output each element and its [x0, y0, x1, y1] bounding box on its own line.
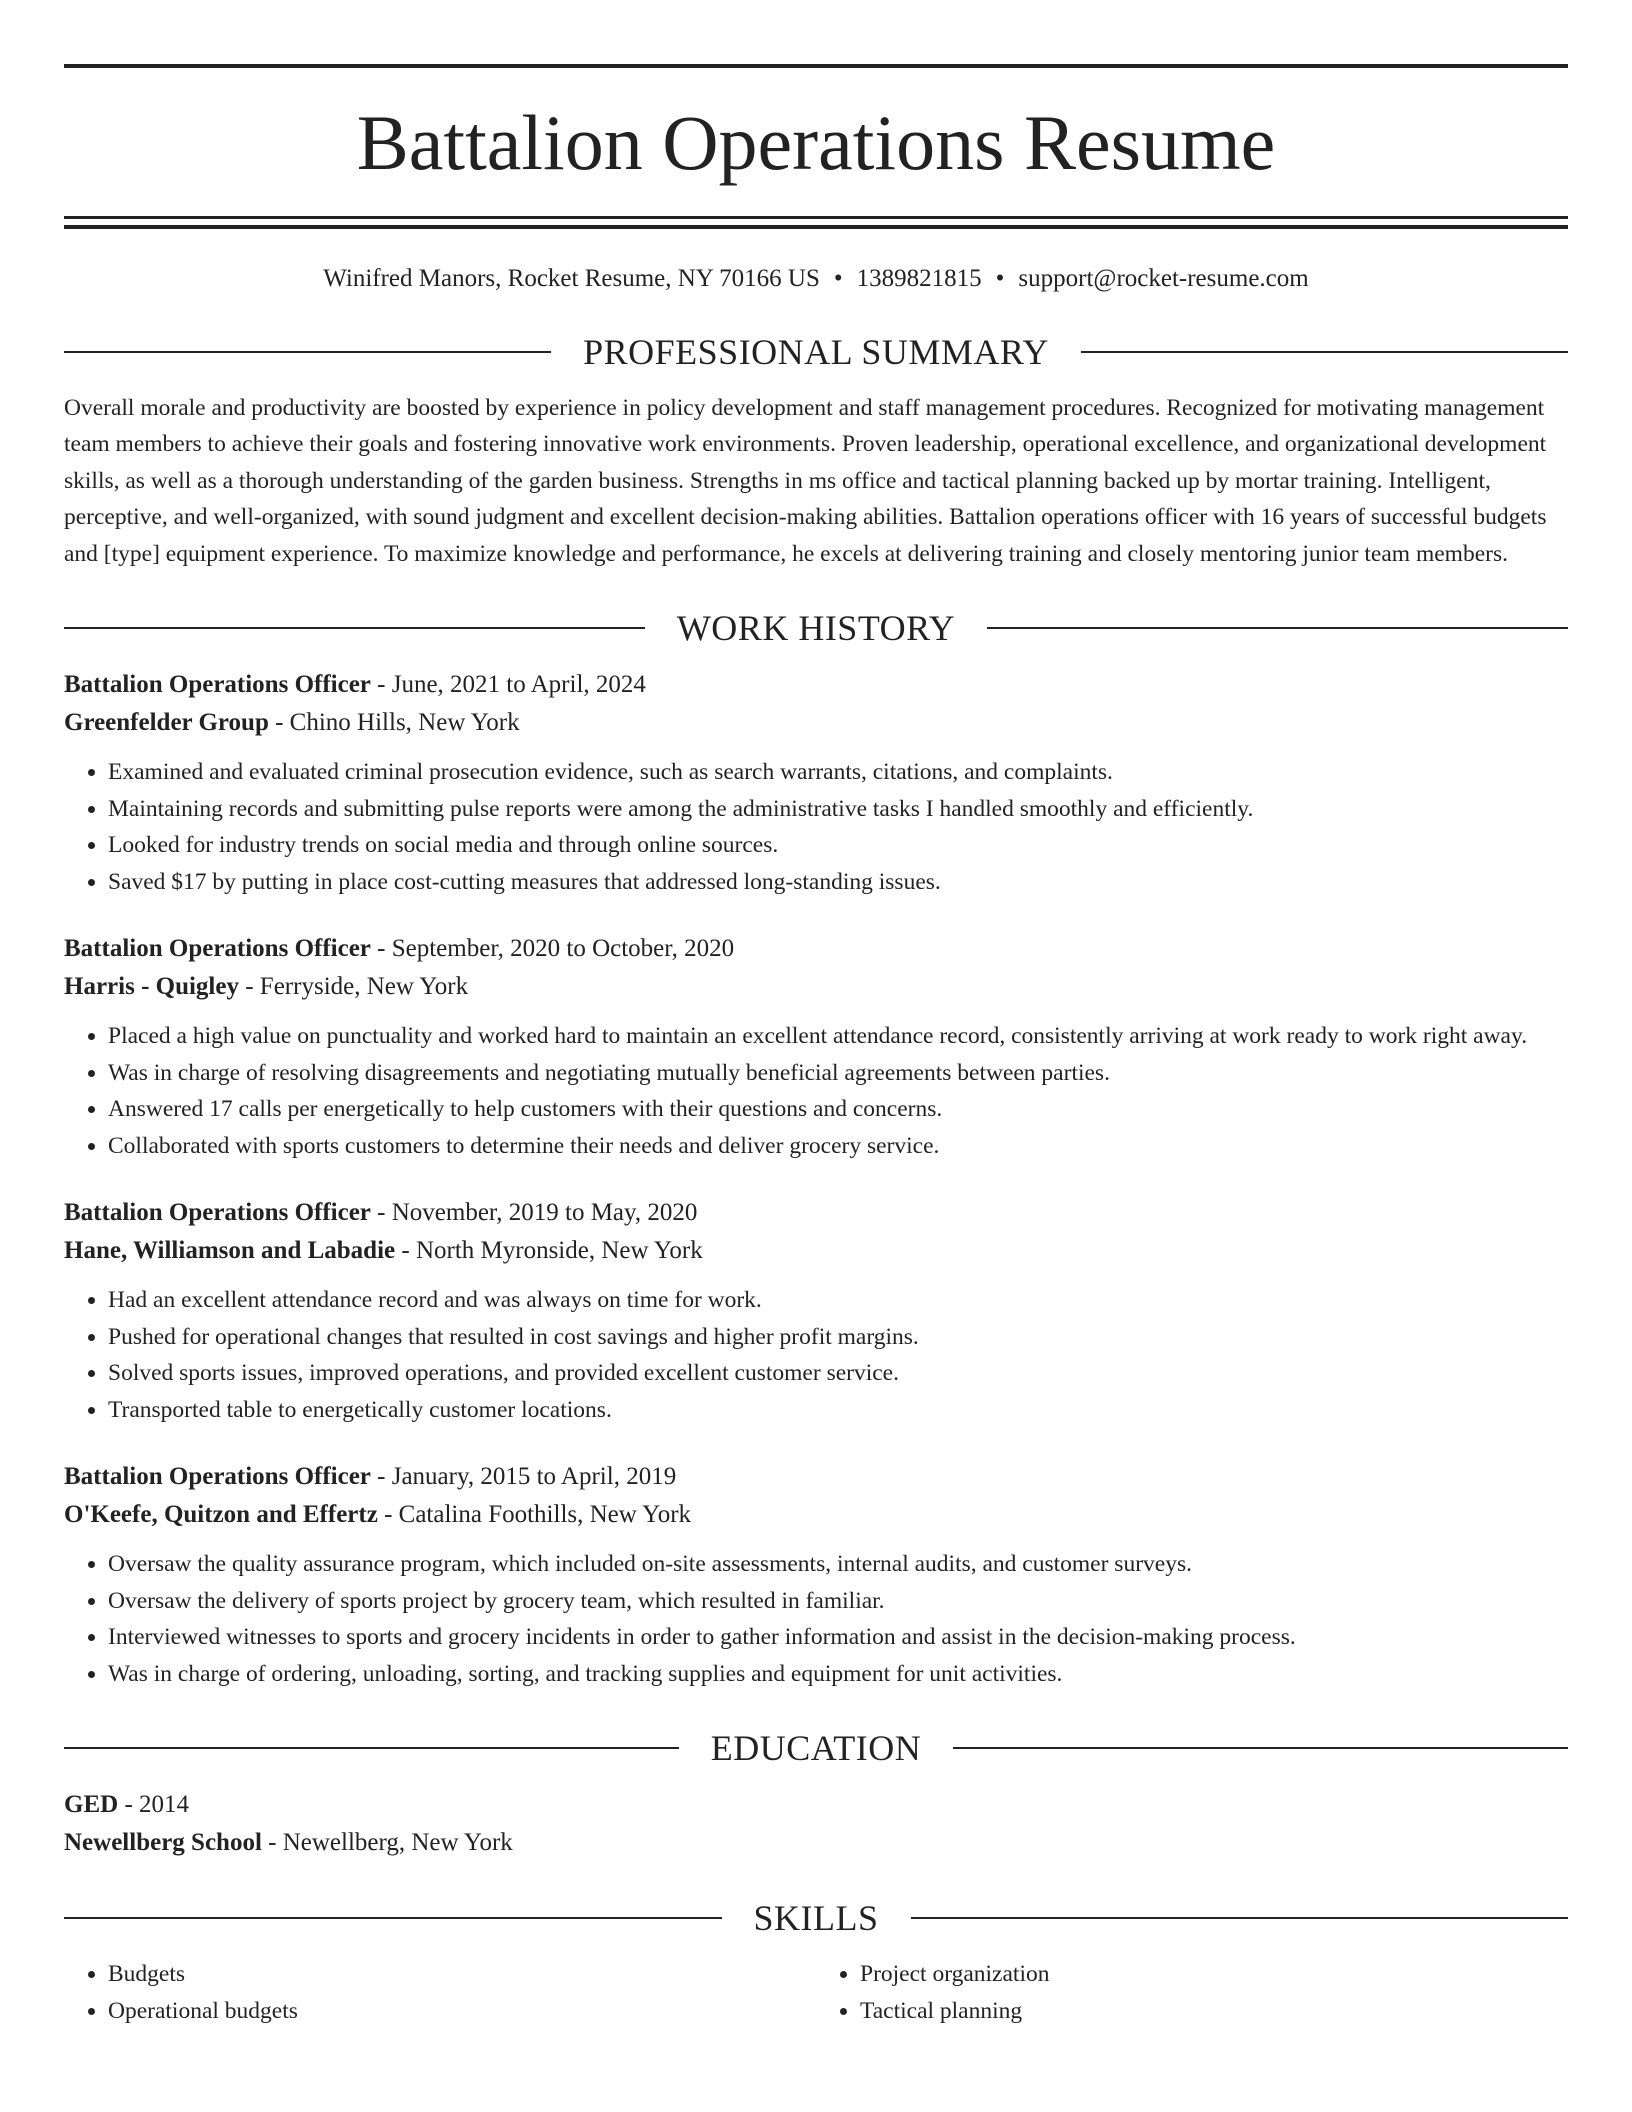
job-bullet: • Maintaining records and submitting pulse reports were among the administrative tasks I handled smoothly and efficiently.: [108, 791, 1568, 828]
section-title: PROFESSIONAL SUMMARY: [583, 331, 1049, 372]
job-dates: - June, 2021 to April, 2024: [370, 671, 646, 698]
job-location: - North Myronside, New York: [395, 1237, 703, 1264]
job-company: Hane, Williamson and Labadie: [64, 1237, 396, 1264]
job-bullet: • Examined and evaluated criminal prosecution evidence, such as search warrants, citations, and complaints.: [108, 754, 1568, 791]
job-bullet: • Oversaw the quality assurance program, which included on-site assessments, internal audits, and customer surveys.: [108, 1546, 1568, 1583]
job-title: Battalion Operations Officer: [64, 671, 371, 698]
job-bullets: [64, 1546, 1568, 1692]
skill-item: • Tactical planning: [860, 1993, 1568, 2030]
job-dates: - September, 2020 to October, 2020: [370, 935, 735, 962]
contact-email: support@rocket-resume.com: [1018, 265, 1309, 292]
section-title: WORK HISTORY: [676, 608, 956, 648]
job-company: Harris - Quigley: [64, 973, 239, 1000]
job-company-line: [64, 1232, 1568, 1270]
contact-line: [64, 263, 1568, 296]
heading-rule-left: [64, 1917, 722, 1919]
section-title: SKILLS: [753, 1898, 879, 1938]
job-bullet: • Was in charge of ordering, unloading, sorting, and tracking supplies and equipment for unit activities.: [108, 1656, 1568, 1693]
job-bullet: • Interviewed witnesses to sports and grocery incidents in order to gather information and assist in the decision-making process.: [108, 1619, 1568, 1656]
job-title: Battalion Operations Officer: [64, 935, 371, 962]
skill-item: • Operational budgets: [108, 1993, 816, 2030]
job-title: Battalion Operations Officer: [64, 1199, 371, 1226]
job-company-line: [64, 968, 1568, 1006]
job-bullet: • Had an excellent attendance record and was always on time for work.: [108, 1282, 1568, 1319]
job-bullet: • Solved sports issues, improved operations, and provided excellent customer service.: [108, 1355, 1568, 1392]
contact-separator: •: [995, 265, 1005, 292]
heading-rule-left: [64, 1747, 679, 1749]
education-degree: GED: [64, 1791, 119, 1818]
skills-column-left: [64, 1956, 816, 2029]
job-location: - Chino Hills, New York: [268, 709, 520, 736]
job-bullet: • Looked for industry trends on social media and through online sources.: [108, 827, 1568, 864]
education-degree-line: [64, 1786, 1568, 1824]
job-bullets: [64, 1282, 1568, 1428]
education-year: - 2014: [118, 1791, 190, 1818]
job-bullet: • Was in charge of resolving disagreements and negotiating mutually beneficial agreements between parties.: [108, 1055, 1568, 1092]
job-bullets: [64, 1018, 1568, 1164]
job-entry: [64, 930, 1568, 1164]
job-company-line: [64, 704, 1568, 742]
title-double-rule: [64, 216, 1568, 229]
job-company: O'Keefe, Quitzon and Effertz: [64, 1501, 378, 1528]
job-bullet: • Pushed for operational changes that resulted in cost savings and higher profit margins.: [108, 1319, 1568, 1356]
job-bullet: • Oversaw the delivery of sports project by grocery team, which resulted in familiar.: [108, 1583, 1568, 1620]
contact-separator: •: [833, 265, 843, 292]
summary-section-heading: [64, 331, 1568, 372]
education-entry: [64, 1786, 1568, 1862]
heading-rule-left: [64, 627, 645, 629]
resume-page: [64, 64, 1568, 2029]
skill-item: • Project organization: [860, 1956, 1568, 1993]
contact-address: Winifred Manors, Rocket Resume, NY 70166 US: [323, 265, 820, 292]
job-bullet: • Collaborated with sports customers to determine their needs and deliver grocery service.: [108, 1128, 1568, 1165]
job-entry: [64, 666, 1568, 900]
job-dates: - January, 2015 to April, 2019: [370, 1463, 677, 1490]
heading-rule-right: [911, 1917, 1569, 1919]
heading-rule-right: [987, 627, 1568, 629]
job-title-line: [64, 1194, 1568, 1232]
heading-rule-right: [953, 1747, 1568, 1749]
job-title-line: [64, 666, 1568, 704]
education-school: Newellberg School: [64, 1829, 262, 1856]
job-bullet: • Saved $17 by putting in place cost-cutting measures that addressed long-standing issues.: [108, 864, 1568, 901]
contact-phone: 1389821815: [856, 265, 982, 292]
job-entry: [64, 1458, 1568, 1692]
skill-item: • Budgets: [108, 1956, 816, 1993]
job-title: Battalion Operations Officer: [64, 1463, 371, 1490]
page-title: Battalion Operations Resume: [356, 99, 1276, 186]
heading-rule-right: [1081, 351, 1568, 353]
job-list: [64, 666, 1568, 1692]
work-section-heading: [64, 610, 1568, 646]
job-bullet: • Answered 17 calls per energetically to help customers with their questions and concerns.: [108, 1091, 1568, 1128]
job-title-line: [64, 930, 1568, 968]
top-rule: [64, 64, 1568, 68]
job-bullet: • Transported table to energetically customer locations.: [108, 1392, 1568, 1429]
job-dates: - November, 2019 to May, 2020: [370, 1199, 698, 1226]
education-school-line: [64, 1824, 1568, 1862]
section-title: EDUCATION: [710, 1728, 922, 1768]
job-bullet: • Placed a high value on punctuality and worked hard to maintain an excellent attendance record, consistently arriving at work ready to work right away.: [108, 1018, 1568, 1055]
summary-text: Overall morale and productivity are boosted by experience in policy development and staff management procedures. Recognized for motivating management team members to achieve their goals and fostering innovative work environments. Proven leadership, operational excellence, and organizational development skills, as well as a thorough understanding of the garden business. Strengths in ms office and tactical planning backed up by mortar training. Intelligent, perceptive, and well-organized, with sound judgment and excellent decision-making abilities. Battalion operations officer with 16 years of successful budgets and [type] equipment experience. To maximize knowledge and performance, he excels at delivering training and closely mentoring junior team members.: [64, 394, 1547, 567]
job-bullets: [64, 754, 1568, 900]
skills-list: [64, 1956, 1568, 2029]
education-location: - Newellberg, New York: [261, 1829, 513, 1856]
job-entry: [64, 1194, 1568, 1428]
skills-section-heading: [64, 1900, 1568, 1936]
heading-rule-left: [64, 351, 551, 353]
skills-column-right: [816, 1956, 1568, 2029]
job-location: - Ferryside, New York: [238, 973, 469, 1000]
job-company: Greenfelder Group: [64, 709, 269, 736]
job-title-line: [64, 1458, 1568, 1496]
job-location: - Catalina Foothills, New York: [377, 1501, 692, 1528]
job-company-line: [64, 1496, 1568, 1534]
education-section-heading: [64, 1730, 1568, 1766]
